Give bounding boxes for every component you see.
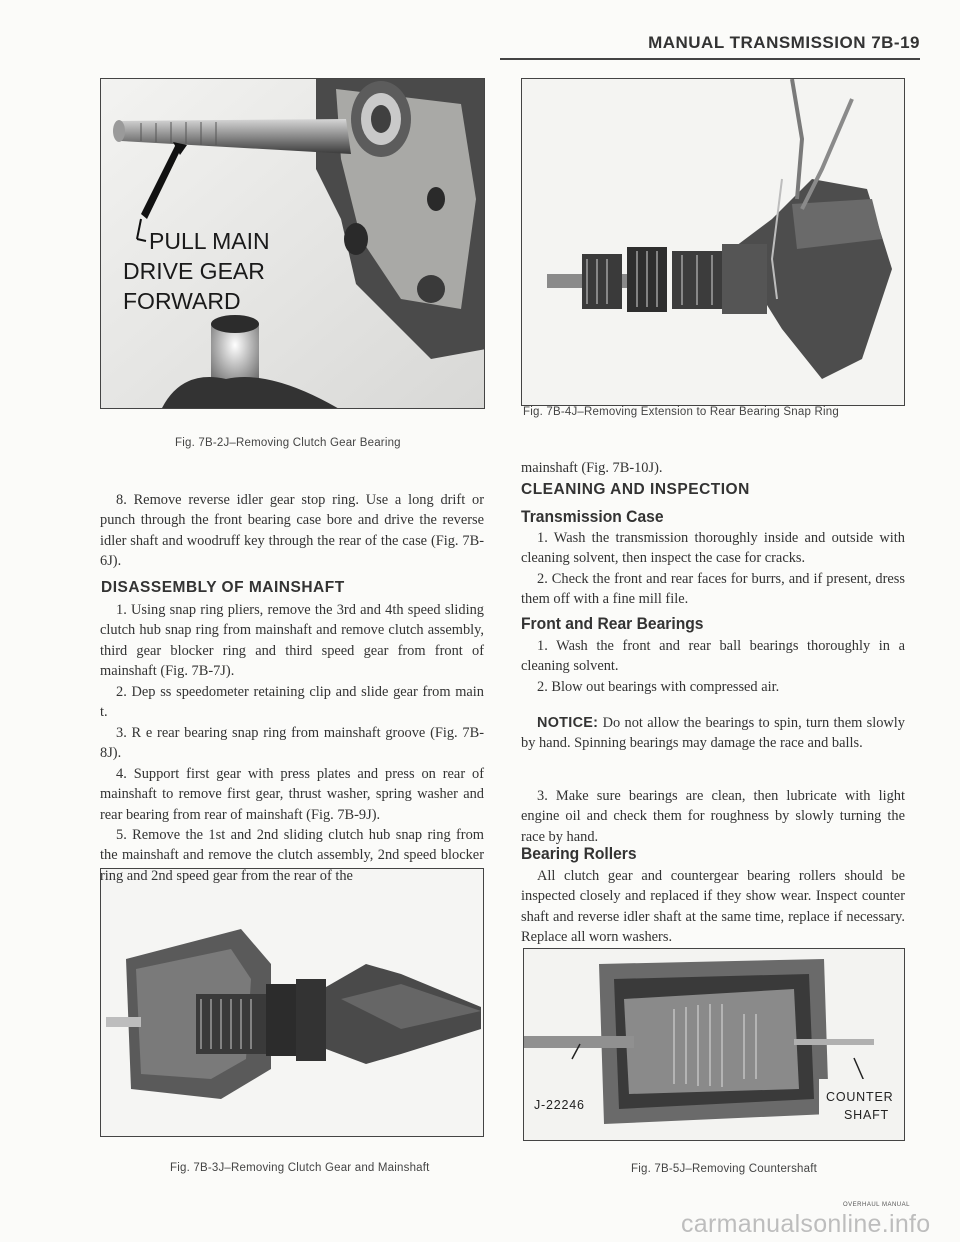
countershaft-label-line1: COUNTER [826,1090,894,1104]
case-step-2: 2. Check the front and rear faces for burrs, and if present, dress them off with a fine mill file. [521,571,905,608]
heading-transmission-case: Transmission Case [521,507,664,526]
bearing-step-3: 3. Make sure bearings are clean, then lubricate with light engine oil and check them for roughness by slowly turning the race by hand. [521,788,905,845]
bearing-step-1: 1. Wash the front and rear ball bearings thoroughly in a cleaning solvent. [521,638,905,675]
clutch-gear-mainshaft-illustration [101,869,484,1137]
rollers-paragraph: All clutch gear and countergear bearing rollers should be inspected closely and replaced if they show wear. Inspect counter shaft and reverse idler shaft at the same time, replace if necessary. Replace all worn washers. [521,868,905,945]
left-step-8: 8. Remove reverse idler gear stop ring. Use a long drift or punch through the front bearing case bore and drive the reverse idler shaft and woodruff key through the rear of the case (Fig. 7B-6J). [100,492,484,569]
heading-front-rear-bearings: Front and Rear Bearings [521,614,704,633]
countershaft-illustration [524,949,905,1141]
figure-7b-3j-photo [100,868,484,1137]
page-header [500,30,920,60]
heading-cleaning-inspection: CLEANING AND INSPECTION [521,481,750,498]
right-continuation: mainshaft (Fig. 7B-10J). [521,460,663,476]
tool-number-label: J-22246 [534,1098,585,1112]
notice-label: NOTICE: [537,715,599,731]
countershaft-label-line2: SHAFT [844,1108,889,1122]
notice-block: NOTICE: Do not allow the bearings to spin, turn them slowly by hand. Spinning bearings may damage the race and balls. [521,715,905,752]
figure-7b-4j-caption: Fig. 7B-4J–Removing Extension to Rear Bearing Snap Ring [523,406,839,418]
heading-bearing-rollers: Bearing Rollers [521,844,637,863]
left-step-3: 3. R e rear bearing snap ring from mainshaft groove (Fig. 7B-8J). [100,725,484,762]
header-title: MANUAL TRANSMISSION 7B-19 [648,33,920,52]
fig2j-label-line3: FORWARD [123,288,241,314]
left-step-5: 5. Remove the 1st and 2nd sliding clutch hub snap ring from the mainshaft and remove the clutch assembly, 2nd speed blocker ring and 2nd speed gear from the rear of the [100,827,484,884]
left-step-1: 1. Using snap ring pliers, remove the 3rd and 4th speed sliding clutch hub snap ring from mainshaft and remove clutch assembly, third gear blocker ring and third speed gear from front of mainshaft (Fig. 7B-7J). [100,602,484,679]
figure-7b-2j-photo [100,78,485,409]
extension-snap-ring-illustration [522,79,905,406]
figure-7b-5j-photo [523,948,905,1141]
case-step-1: 1. Wash the transmission thoroughly inside and outside with cleaning solvent, then inspect the case for cracks. [521,530,905,567]
heading-disassembly-mainshaft: DISASSEMBLY OF MAINSHAFT [101,579,345,596]
figure-7b-2j-caption: Fig. 7B-2J–Removing Clutch Gear Bearing [175,437,401,449]
figure-7b-4j-photo [521,78,905,406]
left-step-2: 2. Dep ss speedometer retaining clip and slide gear from main t. [100,684,484,721]
fig2j-label-line2: DRIVE GEAR [123,258,265,284]
clutch-gear-bearing-illustration [101,79,485,409]
watermark: carmanualsonline.info [681,1210,931,1238]
bearing-step-2: 2. Blow out bearings with compressed air. [537,679,780,695]
figure-7b-5j-caption: Fig. 7B-5J–Removing Countershaft [631,1163,818,1175]
figure-7b-3j-caption: Fig. 7B-3J–Removing Clutch Gear and Mainshaft [170,1162,430,1174]
fig2j-label-line1: PULL MAIN [149,228,270,254]
left-step-4: 4. Support first gear with press plates and press on rear of mainshaft to remove first gear, thrust washer, spring washer and rear bearing from rear of mainshaft (Fig. 7B-9J). [100,766,484,823]
footer-manual-label: OVERHAUL MANUAL [843,1202,910,1208]
